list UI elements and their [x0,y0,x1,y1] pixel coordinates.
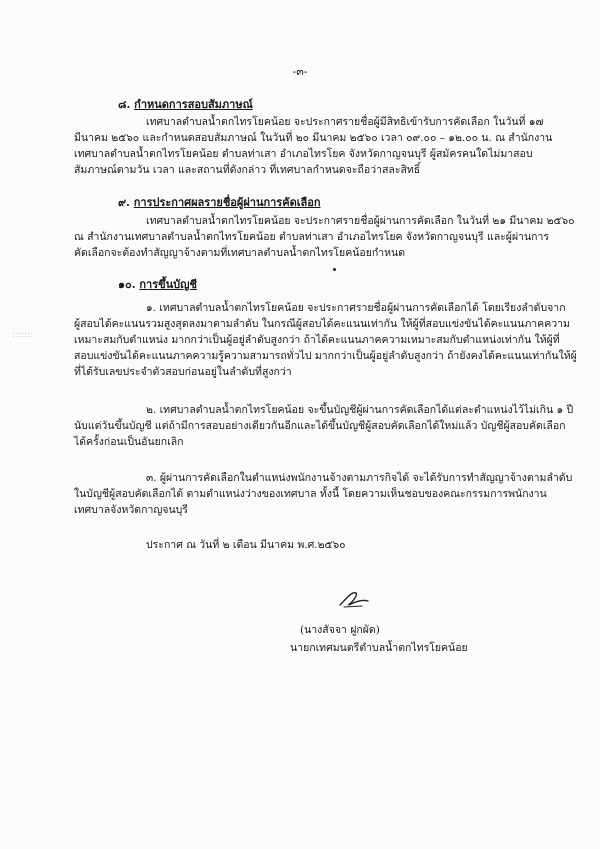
section-9-line: คัดเลือกจะต้องทำสัญญาจ้างตามที่เทศบาลตำบลน้ำตกไทรโยคน้อยกำหนด [74,247,406,259]
signatory-position-text: นายกเทศมนตรีตำบลน้ำตกไทรโยคน้อย [290,642,468,654]
section-8-line: เทศบาลตำบลน้ำตกไทรโยคน้อย ตำบลท่าเสา อำเภอไทรโยค จังหวัดกาญจนบุรี ผู้สมัครคนใดไม่มาสอบ [74,148,533,160]
section-8-title: กำหนดการสอบสัมภาษณ์ [134,98,253,111]
signatory-name-text: (นางสัจจา ฝูกผัด) [300,624,380,636]
section-8-line: สัมภาษณ์ตามวัน เวลา และสถานที่ดังกล่าว ที่เทศบาลกำหนดจะถือว่าสละสิทธิ์ [74,164,421,176]
section-9-number: ๙. [118,196,130,209]
item-3-line: เทศบาลจังหวัดกาญจนบุรี [74,504,188,516]
signatory-position [290,640,468,656]
item-3-line: ๓. ผู้ผ่านการคัดเลือกในตำแหน่งพนักงานจ้างตามภารกิจได้ จะได้รับการทำสัญญาจ้างตามลำดับ [146,472,573,484]
section-10-number: ๑๐. [118,278,136,291]
item-2-line: นับแต่วันขึ้นบัญชี แต่ถ้ามีการสอบอย่างเดียวกันอีกและได้ขึ้นบัญชีผู้สอบคัดเลือกได้ใหม่แล้ว บัญชีผู้สอบคัดเลือก [74,420,566,432]
section-10-heading [118,275,197,293]
item-1-line: เหมาะสมกับตำแหน่ง มากกว่าเป็นผู้อยู่ลำดับสูงกว่า ถ้าได้คะแนนภาคความเหมาะสมกับตำแหน่งเท่ากัน ให้ผู้ที่ [74,334,560,346]
page-number: -๓- [292,65,308,78]
announcement-date-text: ประกาศ ณ วันที่ ๒ เดือน มีนาคม พ.ศ.๒๕๖๐ [146,539,346,551]
item-1-line: ที่ได้รับเลขประจำตัวสอบก่อนอยู่ในลำดับที่สูงกว่า [74,366,292,378]
announcement-date [146,537,346,553]
section-10-item-2 [74,402,573,450]
item-1-line: ผู้สอบได้คะแนนรวมสูงสุดลงมาตามลำดับ ในกรณีผู้สอบได้คะแนนเท่ากัน ให้ผู้ที่สอบแข่งขันได้คะแนนภาคความ [74,318,570,330]
section-9-line: เทศบาลตำบลน้ำตกไทรโยคน้อย จะประกาศรายชื่อผู้ผ่านการคัดเลือก ในวันที่ ๒๑ มีนาคม ๒๕๖๐ [146,215,575,227]
section-10-item-3 [74,470,572,518]
section-10-item-1 [74,300,577,380]
section-8-line: มีนาคม ๒๕๖๐ และกำหนดสอบสัมภาษณ์ ในวันที่ ๒๐ มีนาคม ๒๕๖๐ เวลา ๐๙.๐๐ – ๑๒.๐๐ น. ณ สำนักงาน [74,132,553,144]
item-1-line: ๑. เทศบาลตำบลน้ำตกไทรโยคน้อย จะประกาศรายชื่อผู้ผ่านการคัดเลือกได้ โดยเรียงลำดับจาก [146,302,566,314]
section-9-line: ณ สำนักงานเทศบาลตำบลน้ำตกไทรโยคน้อย ตำบลท่าเสา อำเภอไทรโยค จังหวัดกาญจนบุรี และผู้ผ่านการ [74,231,550,243]
signature-mark [338,587,370,611]
item-2-line: ๒. เทศบาลตำบลน้ำตกไทรโยคน้อย จะขึ้นบัญชีผู้ผ่านการคัดเลือกได้แต่ละตำแหน่งไว้ไม่เกิน ๑ ปี [146,404,574,416]
scan-artifact: ::::::: [12,330,34,340]
item-2-line: ได้ครั้งก่อนเป็นอันยกเลิก [74,436,184,448]
stray-mark [333,268,336,271]
item-1-line: สอบแข่งขันได้คะแนนภาคความรู้ความสามารถทั่วไป มากกว่าเป็นผู้อยู่ลำดับสูงกว่า ถ้ายังคงได้คะแนนเท่ากันให้ผู้ [74,350,577,362]
section-9-title: การประกาศผลรายชื่อผู้ผ่านการคัดเลือก [133,196,321,209]
signatory-name [300,622,380,638]
section-9-body [74,213,575,261]
item-3-line: ในบัญชีผู้สอบคัดเลือกได้ ตามตำแหน่งว่างของเทศบาล ทั้งนี้ โดยความเห็นชอบของคณะกรรมการพนักงาน [74,488,547,500]
section-8-heading [118,95,253,113]
section-8-body [74,114,552,178]
section-10-title: การขึ้นบัญชี [139,278,197,291]
section-8-line: เทศบาลตำบลน้ำตกไทรโยคน้อย จะประกาศรายชื่อผู้มีสิทธิเข้ารับการคัดเลือก ในวันที่ ๑๗ [146,116,544,128]
section-9-heading [118,193,321,211]
section-8-number: ๘. [118,98,131,111]
